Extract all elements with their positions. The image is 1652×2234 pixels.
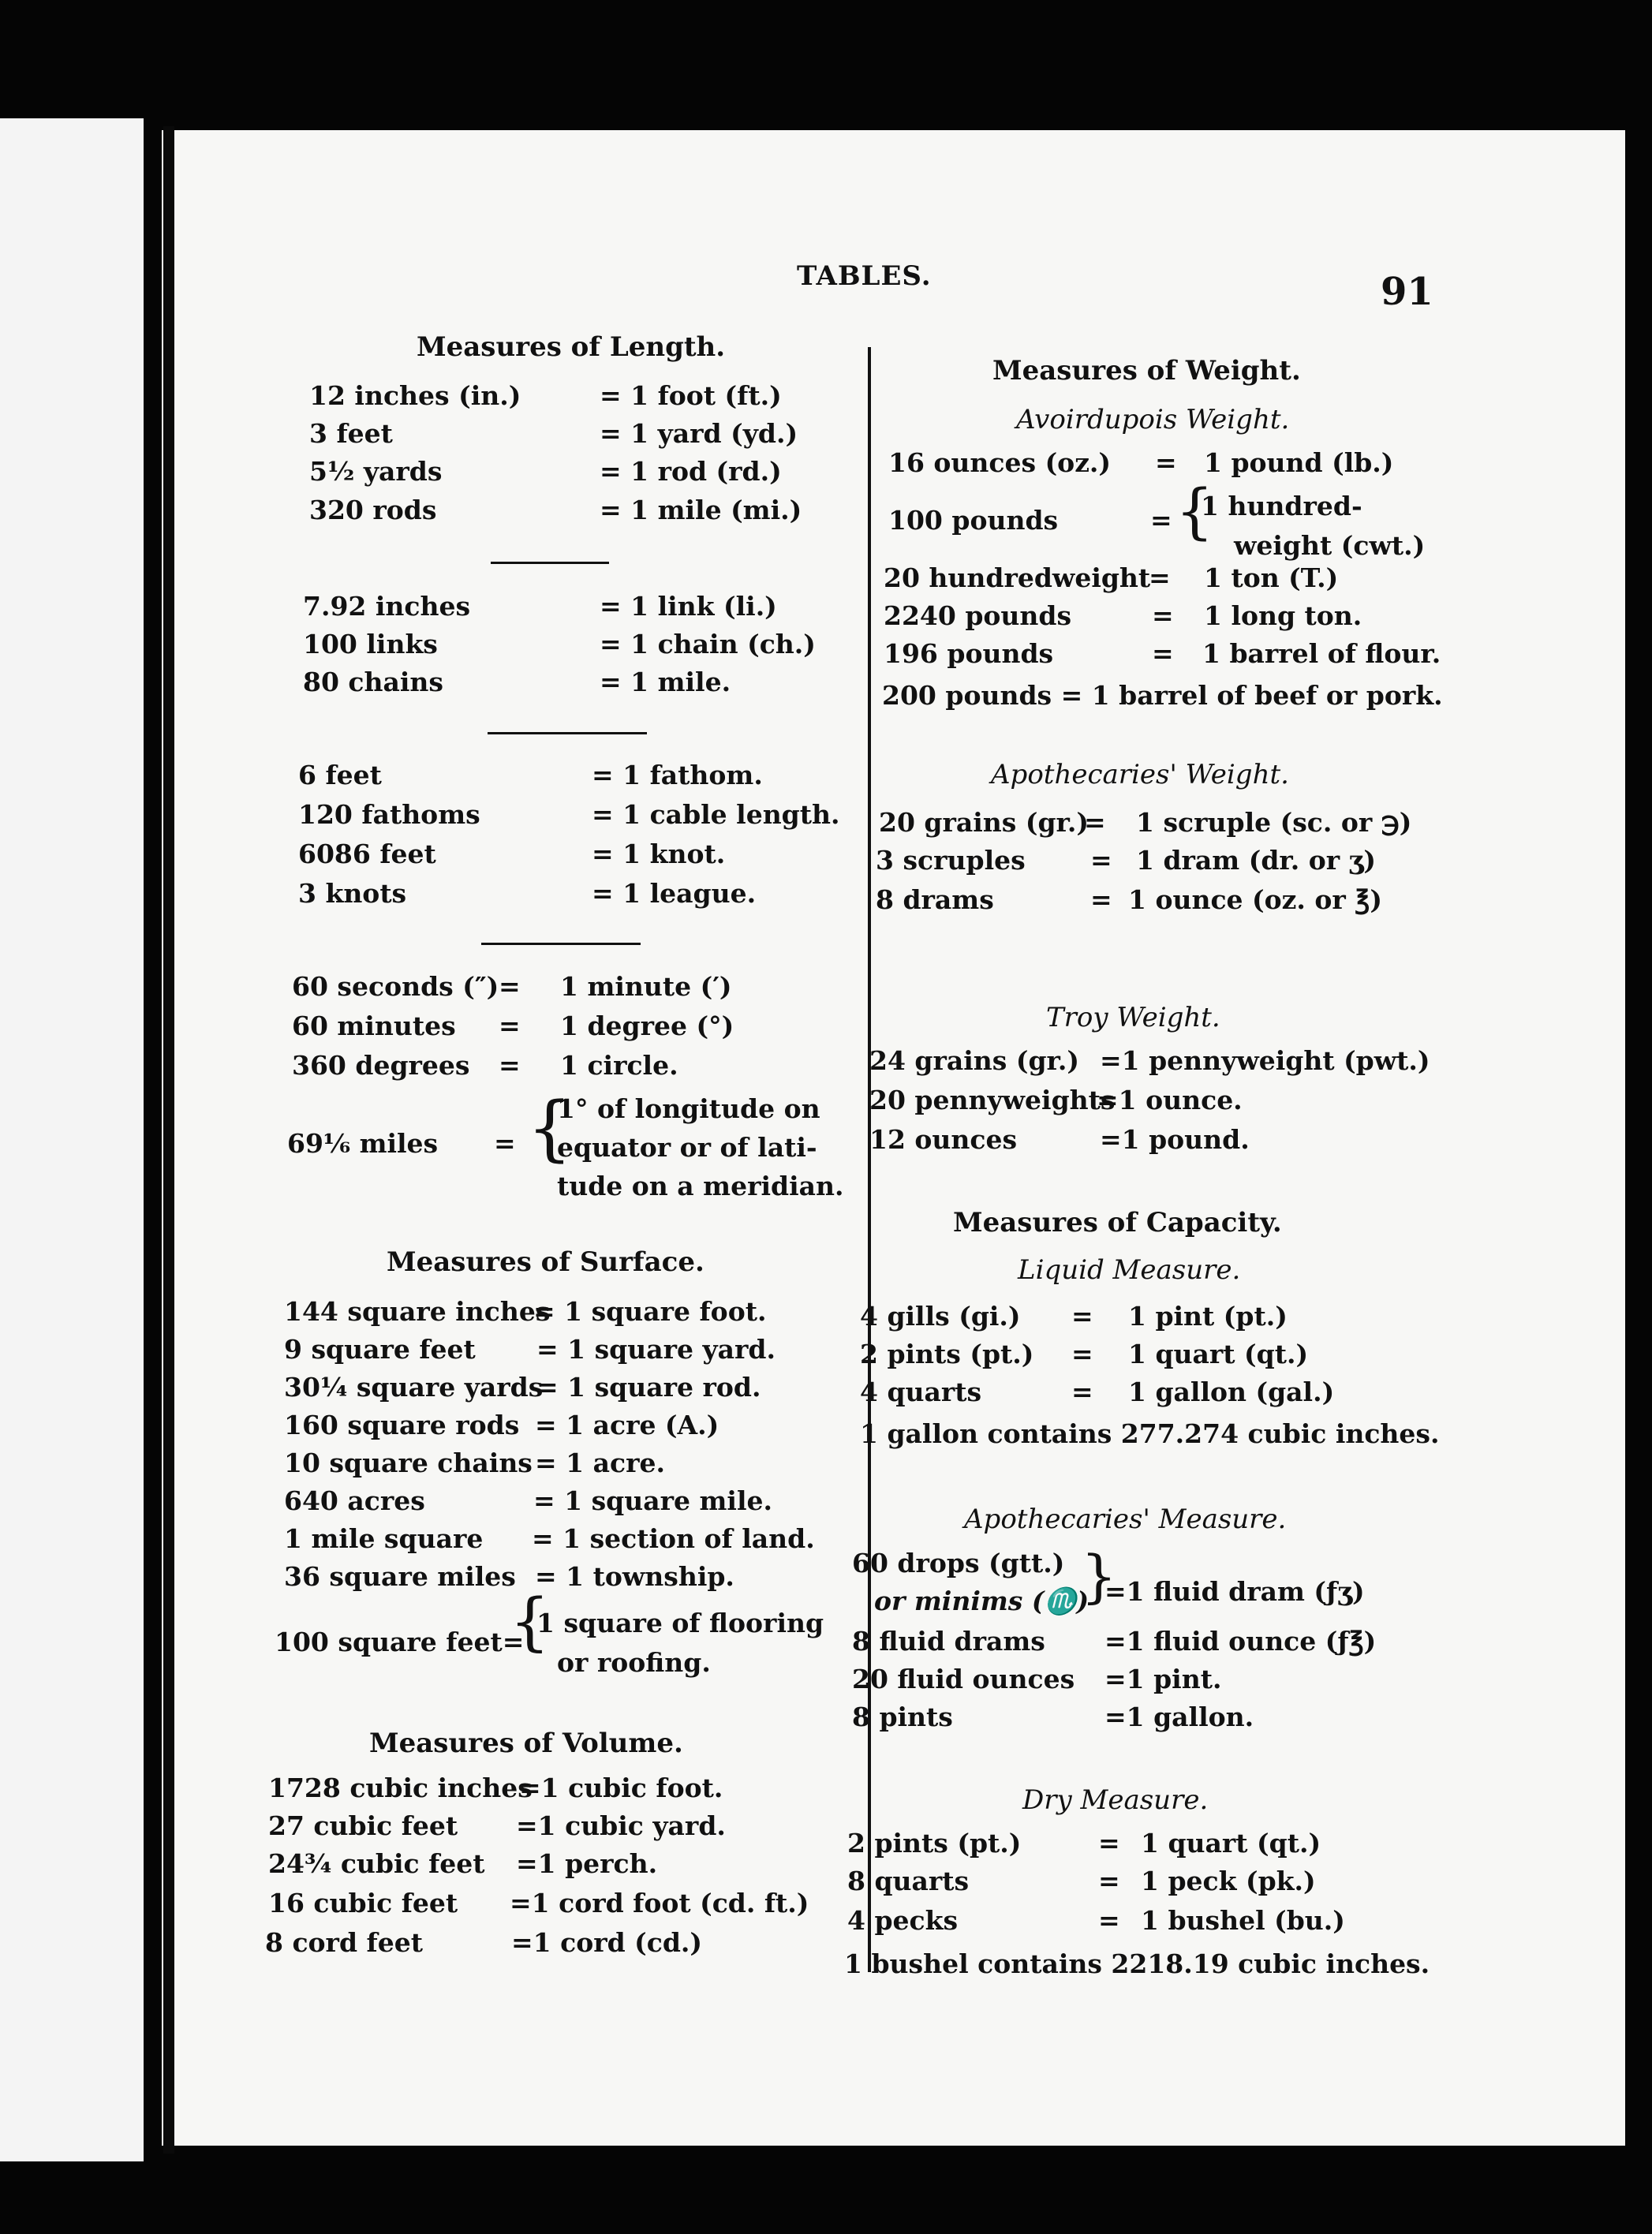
flooring-label: 100 square feet= — [275, 1627, 525, 1657]
brace: { — [527, 1087, 573, 1170]
gallon-note: 1 gallon contains 277.274 cubic inches. — [860, 1418, 1440, 1449]
section-rule — [491, 562, 609, 564]
degree-definition-line: 1° of longitude on — [557, 1093, 820, 1124]
section-rule — [481, 943, 641, 945]
avoirdupois-heading: Avoirdupois Weight. — [1016, 404, 1290, 435]
weight-row-label: 100 pounds — [888, 505, 1059, 536]
flooring-definition-line: 1 square of flooring — [536, 1608, 824, 1638]
section-rule — [488, 732, 647, 734]
apothecaries-measure-heading: Apothecaries' Measure. — [964, 1504, 1287, 1535]
bushel-note: 1 bushel contains 2218.19 cubic inches. — [844, 1948, 1430, 1979]
degree-definition-line: equator or of lati- — [557, 1132, 817, 1163]
dry-measure-heading: Dry Measure. — [1022, 1784, 1209, 1816]
drops-line: or minims (♏) — [874, 1586, 1089, 1616]
cwt-definition-line: 1 hundred- — [1201, 491, 1362, 521]
surface-heading: Measures of Surface. — [387, 1246, 705, 1278]
running-head: TABLES. — [797, 260, 932, 292]
miles-label: 69⅙ miles — [287, 1128, 439, 1159]
equals-sign: = — [494, 1128, 516, 1159]
page-number: 91 — [1381, 270, 1433, 314]
cwt-definition-line: weight (cwt.) — [1234, 530, 1426, 561]
liquid-measure-heading: Liquid Measure. — [1018, 1254, 1241, 1286]
equals-sign: = — [1150, 505, 1172, 536]
brace: { — [1175, 476, 1214, 546]
volume-heading: Measures of Volume. — [369, 1728, 683, 1759]
brace: { — [510, 1585, 550, 1658]
fluid-dram-value: =1 fluid dram (ƒʒ) — [1104, 1576, 1365, 1607]
apothecaries-weight-heading: Apothecaries' Weight. — [991, 759, 1289, 790]
brace: } — [1081, 1543, 1117, 1609]
flooring-definition-line: or roofing. — [557, 1647, 711, 1678]
drops-line: 60 drops (gtt.) — [852, 1548, 1065, 1578]
length-heading: Measures of Length. — [417, 331, 726, 363]
beef-note: 200 pounds = 1 barrel of beef or pork. — [882, 680, 1443, 711]
facing-page-edge — [0, 118, 144, 2161]
capacity-heading: Measures of Capacity. — [953, 1207, 1282, 1238]
degree-definition-line: tude on a meridian. — [557, 1171, 844, 1201]
page-gutter-shadow — [163, 126, 174, 2154]
troy-weight-heading: Troy Weight. — [1046, 1002, 1220, 1033]
weight-heading: Measures of Weight. — [992, 355, 1301, 387]
